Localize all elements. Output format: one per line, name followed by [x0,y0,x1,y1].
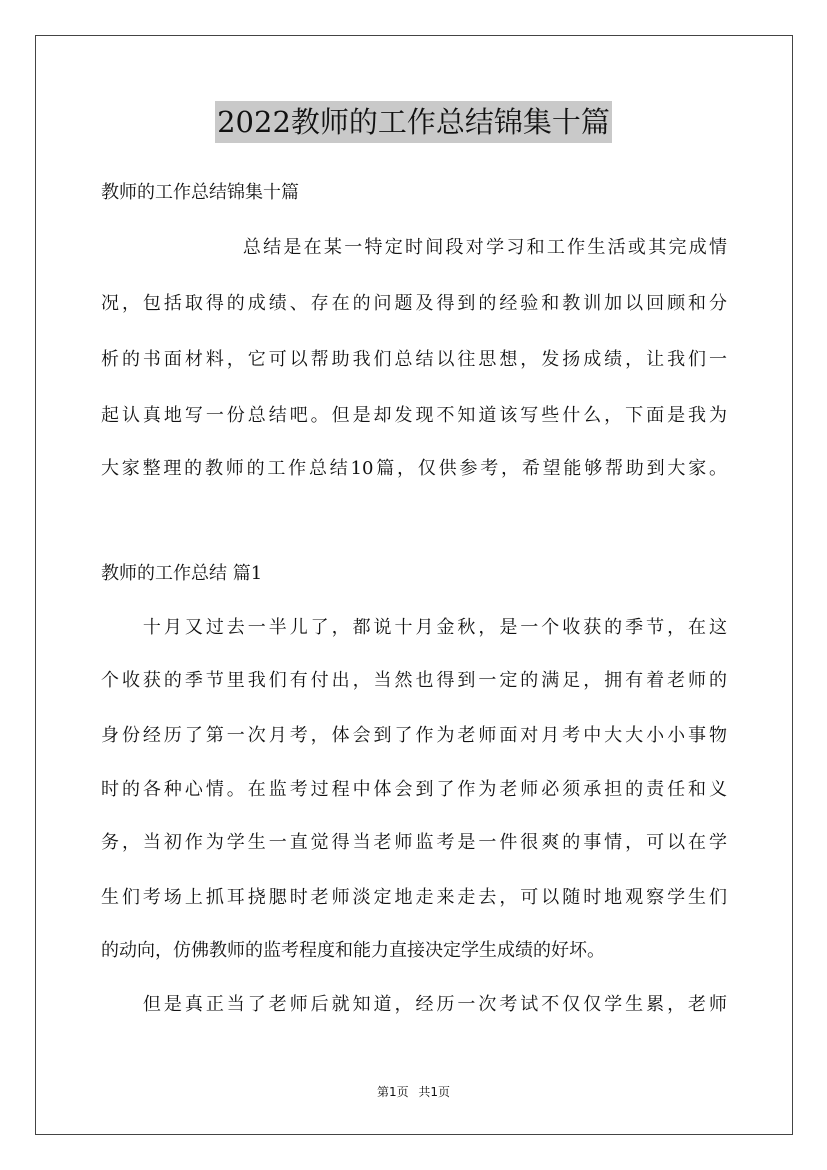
body-line: 身份经历了第一次月考，体会到了作为老师面对月考中大大小小事物 [101,725,727,746]
body-line: 个收获的季节里我们有付出，当然也得到一定的满足，拥有着老师的 [101,670,727,691]
page-footer [0,1084,827,1100]
document-title: 2022教师的工作总结锦集十篇 [215,101,612,143]
body-line: 生们考场上抓耳挠腮时老师淡定地走来走去，可以随时地观察学生们 [101,887,727,908]
body-line: 务，当初作为学生一直觉得当老师监考是一件很爽的事情，可以在学 [101,832,727,853]
document-subtitle: 教师的工作总结锦集十篇 [101,182,299,203]
body-line: 但是真正当了老师后就知道，经历一次考试不仅仅学生累，老师 [101,994,727,1015]
title-container [0,101,827,143]
body-line: 的动向，仿佛教师的监考程度和能力直接决定学生成绩的好坏。 [101,940,605,961]
page-number: 第1页 [376,1085,409,1099]
intro-line: 况，包括取得的成绩、存在的问题及得到的经验和教训加以回顾和分 [101,293,727,314]
page-total: 共1页 [418,1085,451,1099]
intro-line: 起认真地写一份总结吧。但是却发现不知道该写些什么，下面是我为 [101,405,727,426]
section-heading: 教师的工作总结 篇1 [101,563,263,584]
intro-line: 总结是在某一特定时间段对学习和工作生活或其完成情 [101,237,727,258]
body-line: 时的各种心情。在监考过程中体会到了作为老师必须承担的责任和义 [101,779,727,800]
intro-line: 析的书面材料，它可以帮助我们总结以往思想，发扬成绩，让我们一 [101,349,727,370]
intro-line: 大家整理的教师的工作总结10篇，仅供参考，希望能够帮助到大家。 [101,458,727,479]
body-line: 十月又过去一半儿了，都说十月金秋，是一个收获的季节，在这 [101,617,727,638]
